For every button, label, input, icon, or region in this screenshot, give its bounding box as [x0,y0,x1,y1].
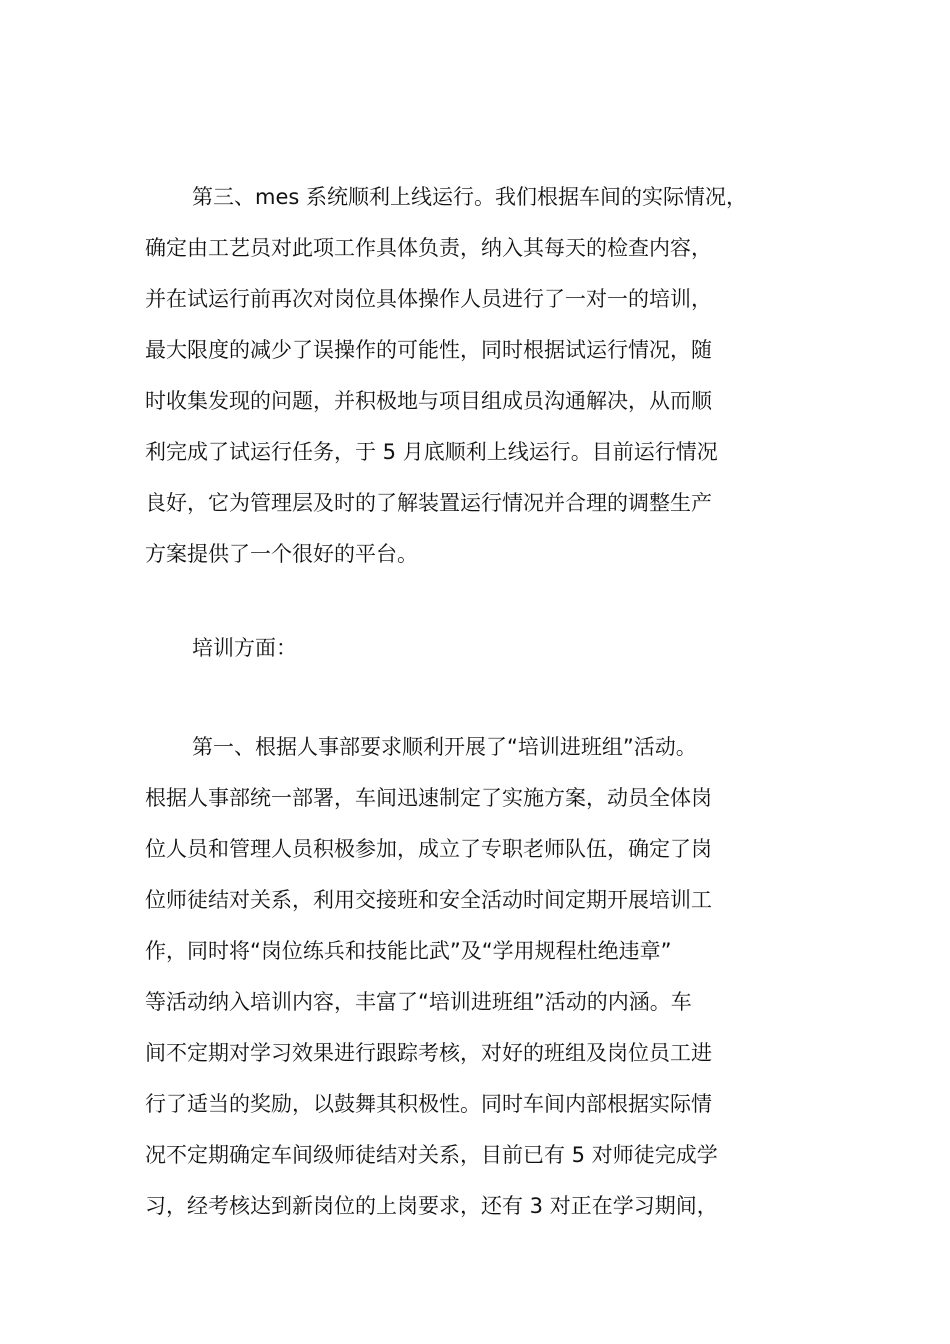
text-line: 第三、mes 系统顺利上线运行。我们根据车间的实际情况， [192,185,747,209]
text-line: 第一、根据人事部要求顺利开展了“培训进班组”活动。 [192,735,697,759]
text-line: 方案提供了一个很好的平台。 [145,542,418,566]
text-line: 习，经考核达到新岗位的上岗要求，还有 3 对正在学习期间， [145,1194,718,1218]
text-line: 行了适当的奖励，以鼓舞其积极性。同时车间内部根据实际情 [145,1092,712,1116]
text-line: 良好，它为管理层及时的了解装置运行情况并合理的调整生产 [145,491,712,515]
text-line: 时收集发现的问题，并积极地与项目组成员沟通解决，从而顺 [145,389,712,413]
heading-text: 培训方面： [192,636,297,660]
text-line: 位人员和管理人员积极参加，成立了专职老师队伍，确定了岗 [145,837,712,861]
text-line: 间不定期对学习效果进行跟踪考核，对好的班组及岗位员工进 [145,1041,712,1065]
text-line: 确定由工艺员对此项工作具体负责，纳入其每天的检查内容， [145,236,712,260]
text-line: 根据人事部统一部署，车间迅速制定了实施方案，动员全体岗 [145,786,712,810]
text-line: 作，同时将“岗位练兵和技能比武”及“学用规程杜绝违章” [145,939,672,963]
text-line: 等活动纳入培训内容，丰富了“培训进班组”活动的内涵。车 [145,990,692,1014]
text-line: 况不定期确定车间级师徒结对关系，目前已有 5 对师徒完成学 [145,1143,718,1167]
text-line: 最大限度的减少了误操作的可能性，同时根据试运行情况，随 [145,338,712,362]
text-line: 位师徒结对关系，利用交接班和安全活动时间定期开展培训工 [145,888,712,912]
paragraph-training [145,722,845,1232]
text-line: 并在试运行前再次对岗位具体操作人员进行了一对一的培训， [145,287,712,311]
paragraph-mes-system [145,172,845,580]
text-line: 利完成了试运行任务，于 5 月底顺利上线运行。目前运行情况 [145,440,718,464]
section-heading-training [145,623,845,674]
